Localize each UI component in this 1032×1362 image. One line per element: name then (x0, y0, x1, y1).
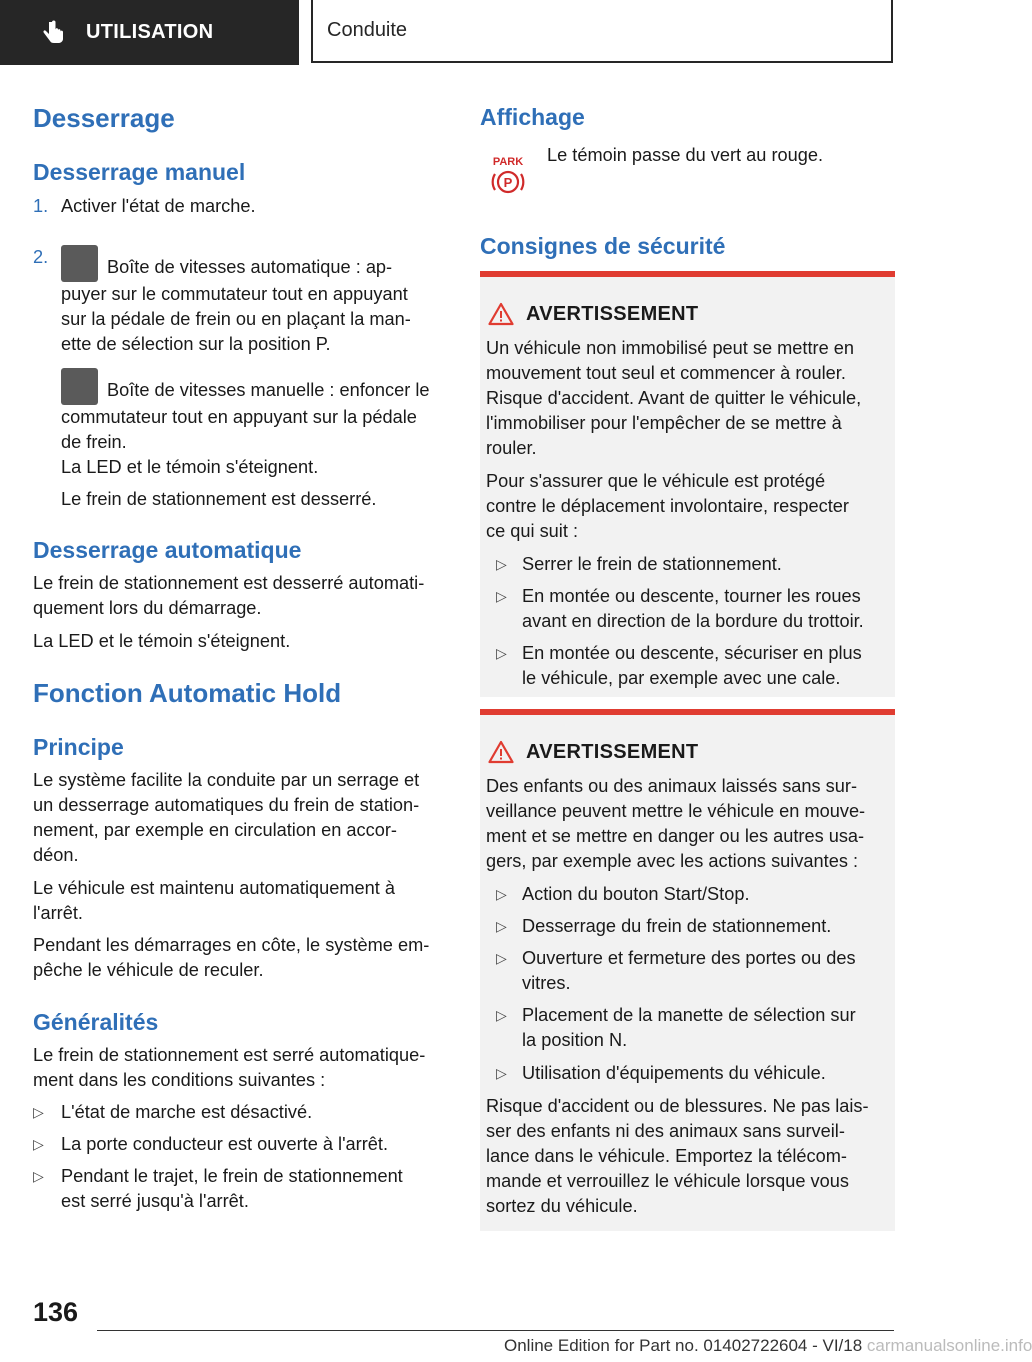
manual-gearbox-text: Boîte de vitesses manuelle : enfoncer le commutateur tout en appuyant sur la pédale de frein. (61, 368, 461, 455)
list-item: En montée ou descente, sécuriser en plus le véhicule, par exemple avec une cale. (522, 643, 862, 688)
warning-box-2 (480, 709, 895, 1231)
step-1-text: Activer l'état de marche. (61, 196, 256, 216)
list-item: Ouverture et fermeture des portes ou des vitres. (522, 948, 856, 993)
bullet-triangle-icon: ▷ (33, 1104, 44, 1120)
bullet-triangle-icon: ▷ (496, 950, 507, 966)
list-item: L'état de marche est désactivé. (61, 1102, 313, 1122)
warning-title: AVERTISSEMENT (526, 303, 699, 325)
affichage-text: Le témoin passe du vert au rouge. (547, 145, 824, 165)
heading-principe: Principe (33, 734, 124, 760)
section-tab (0, 0, 299, 65)
heading-automatic-hold: Fonction Automatic Hold (33, 678, 342, 708)
list-item: La porte conducteur est ouverte à l'arrêt. (61, 1134, 388, 1154)
edition-footer: Online Edition for Part no. 01402722604 - VI/18 carmanualsonline.info (504, 1336, 1032, 1355)
watermark: carmanualsonline.info (866, 1336, 1032, 1355)
bullet-triangle-icon: ▷ (496, 645, 507, 661)
bullet-triangle-icon: ▷ (33, 1168, 44, 1184)
bullet-triangle-icon: ▷ (33, 1136, 44, 1152)
parking-brake-switch-icon (61, 245, 98, 282)
section-title: UTILISATION (86, 21, 214, 43)
svg-text:PARK: PARK (492, 156, 524, 168)
heading-desserrage: Desserrage (33, 103, 175, 133)
heading-generalites: Généralités (33, 1009, 159, 1035)
warning-text: Un véhicule non immobilisé peut se mettre en mouvement tout seul et commencer à rouler. Risque d'accident. Avant de quitter le véhicule, l'immobiliser pour l'empêcher de se mettre à rouler. (486, 338, 862, 458)
step-number: 2. (33, 247, 49, 267)
auto-release-text: Le frein de stationnement est desserré automati- quement lors du démarrage. (33, 573, 425, 618)
hand-pointer-icon (40, 20, 66, 46)
auto-led-text: La LED et le témoin s'éteignent. (33, 631, 291, 651)
step-2-text: Boîte de vitesses automatique : ap- puyer sur le commutateur tout en appuyant sur la pédale de frein ou en plaçant la man- ette de sélection sur la position P. (61, 245, 451, 357)
bullet-triangle-icon: ▷ (496, 588, 507, 604)
bullet-triangle-icon: ▷ (496, 1065, 507, 1081)
released-text: Le frein de stationnement est desserré. (61, 489, 377, 509)
list-item: Pendant le trajet, le frein de stationnement est serré jusqu'à l'arrêt. (61, 1166, 403, 1211)
warning-text-2: Pour s'assurer que le véhicule est protégé contre le déplacement involontaire, respecter ce qui suit : (486, 471, 849, 541)
bullet-triangle-icon: ▷ (496, 1007, 507, 1023)
list-item: Action du bouton Start/Stop. (522, 884, 750, 904)
list-item: Placement de la manette de sélection sur la position N. (522, 1005, 856, 1050)
led-off-text: La LED et le témoin s'éteignent. (61, 457, 319, 477)
parking-brake-switch-icon (61, 368, 98, 405)
svg-text:P: P (503, 175, 513, 190)
heading-consignes: Consignes de sécurité (480, 233, 726, 259)
footer-divider (97, 1330, 894, 1331)
warning-box-1 (480, 271, 895, 697)
bullet-triangle-icon: ▷ (496, 556, 507, 572)
list-item: En montée ou descente, tourner les roues avant en direction de la bordure du trottoir. (522, 586, 864, 631)
warning-triangle-icon (488, 740, 514, 764)
list-item: Utilisation d'équipements du véhicule. (522, 1063, 826, 1083)
warning-text: Des enfants ou des animaux laissés sans sur- veillance peuvent mettre le véhicule en mouve- ment et se mettre en danger ou les autres usa- gers, par exemple avec les actions suivantes : (486, 776, 866, 871)
warning-text-2: Risque d'accident ou de blessures. Ne pas lais- ser des enfants ni des animaux sans surveil- lance dans le véhicule. Emportez la télécom- mande et verrouillez le véhicule lorsque vous sortez du véhicule. (486, 1096, 869, 1216)
chapter-title: Conduite (327, 19, 408, 41)
chapter-tab (311, 0, 893, 63)
step-number: 1. (33, 196, 49, 216)
list-item: Desserrage du frein de stationnement. (522, 916, 832, 936)
park-warning-icon (490, 154, 526, 196)
heading-desserrage-manuel: Desserrage manuel (33, 159, 246, 185)
bullet-triangle-icon: ▷ (496, 886, 507, 902)
heading-affichage: Affichage (480, 104, 585, 130)
page-number: 136 (33, 1297, 79, 1327)
heading-desserrage-automatique: Desserrage automatique (33, 537, 302, 563)
bullet-triangle-icon: ▷ (496, 918, 507, 934)
warning-title: AVERTISSEMENT (526, 741, 699, 763)
list-item: Serrer le frein de stationnement. (522, 554, 782, 574)
warning-triangle-icon (488, 302, 514, 326)
principe-text-2: Le véhicule est maintenu automatiquement à l'arrêt. (33, 878, 395, 923)
principe-text: Le système facilite la conduite par un serrage et un desserrage automatiques du frein de station- nement, par exemple en circulation en accor- déon. (33, 770, 420, 865)
generalites-text: Le frein de stationnement est serré automatique- ment dans les conditions suivantes : (33, 1045, 426, 1090)
principe-text-3: Pendant les démarrages en côte, le système em- pêche le véhicule de reculer. (33, 935, 430, 980)
